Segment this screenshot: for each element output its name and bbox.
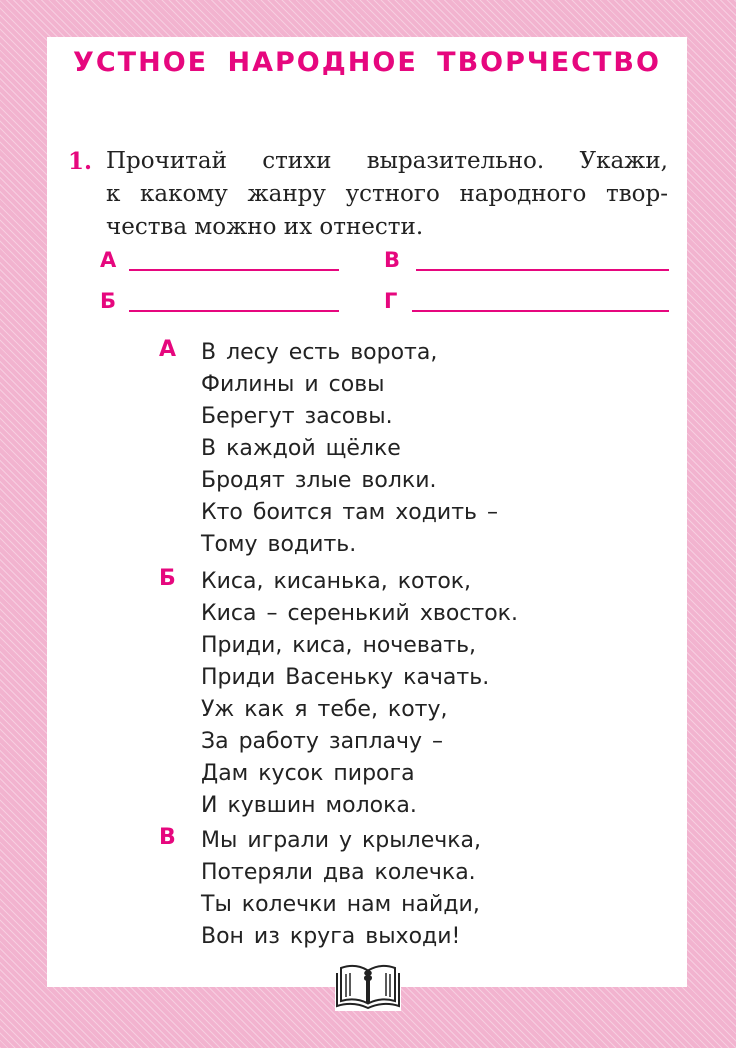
poem-line: Киса, кисанька, коток, (201, 569, 472, 594)
open-book-icon (335, 959, 401, 1011)
poem-line: В каждой щёлке (201, 436, 401, 461)
answer-label-g: Г (384, 289, 398, 313)
answer-label-b: Б (100, 289, 117, 313)
task-text-line: Прочитай стихи выразительно. Укажи, (106, 148, 668, 174)
page-number: 8 (363, 969, 373, 985)
poem-line: Мы играли у крылечка, (201, 828, 481, 853)
task-number: 1. (68, 148, 93, 175)
poem-line: Ты колечки нам найди, (201, 892, 480, 917)
poem-line: Потеряли два колечка. (201, 860, 476, 885)
poem-line: Кто боится там ходить – (201, 500, 499, 525)
answer-label-v: В (384, 248, 401, 272)
poem-letter: Б (159, 566, 176, 591)
poem-line: Вон из круга выходи! (201, 924, 461, 949)
poem-line: Приди, киса, ночевать, (201, 633, 477, 658)
poem-lines (201, 825, 481, 953)
answer-line-b[interactable] (129, 310, 339, 312)
book-icon (335, 959, 401, 1011)
page-title: УСТНОЕ НАРОДНОЕ ТВОРЧЕСТВО (73, 47, 661, 78)
task-text-line: к какому жанру устного народного твор- (106, 181, 668, 207)
answer-line-v[interactable] (416, 269, 669, 271)
poem-line: Берегут засовы. (201, 404, 393, 429)
poem-line: Бродят злые волки. (201, 468, 437, 493)
poem-lines (201, 566, 518, 822)
poem-line: И кувшин молока. (201, 793, 417, 818)
poem-lines (201, 337, 498, 561)
poem-line: В лесу есть ворота, (201, 340, 438, 365)
poem-line: Тому водить. (201, 532, 357, 557)
poem-line: За работу заплачу – (201, 729, 443, 754)
poem-letter: А (159, 337, 177, 362)
poem-line: Уж как я тебе, коту, (201, 697, 448, 722)
answer-line-a[interactable] (129, 269, 339, 271)
poem-line: Дам кусок пирога (201, 761, 415, 786)
answer-label-a: А (100, 248, 117, 272)
task-text-line: чества можно их отнести. (106, 214, 424, 240)
poem-line: Киса – серенький хвосток. (201, 601, 518, 626)
poem-line: Приди Васеньку качать. (201, 665, 490, 690)
page (47, 37, 687, 987)
answer-line-g[interactable] (412, 310, 669, 312)
poem-line: Филины и совы (201, 372, 385, 397)
poem-letter: В (159, 825, 176, 850)
